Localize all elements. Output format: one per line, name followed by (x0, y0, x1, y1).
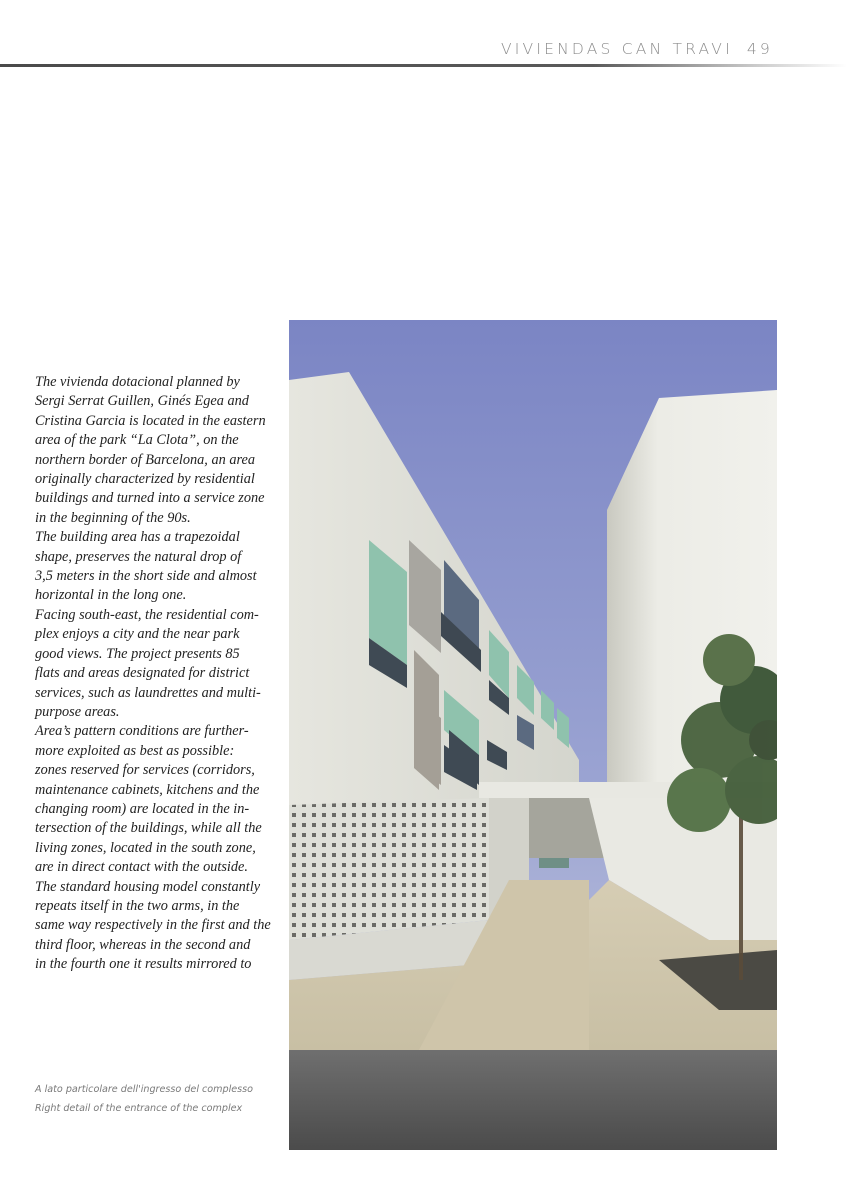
body-line: maintenance cabinets, kitchens and the (35, 781, 260, 798)
body-line: purpose areas. (35, 703, 120, 720)
body-line: good views. The project presents 85 (35, 645, 240, 662)
body-line: services, such as laundrettes and multi- (35, 684, 261, 701)
caption-italian: A lato particolare dell'ingresso del complesso (35, 1084, 254, 1095)
body-line: repeats itself in the two arms, in the (35, 897, 240, 914)
body-line: The standard housing model constantly (35, 878, 261, 895)
running-header (501, 40, 773, 58)
header-rule (0, 64, 847, 67)
building-photo (289, 320, 777, 1150)
running-header-title: VIVIENDAS CAN TRAVI (500, 40, 733, 58)
perforated-wall (289, 798, 489, 940)
body-line: are in direct contact with the outside. (35, 859, 248, 876)
road (289, 1050, 777, 1150)
photo-caption (35, 1080, 275, 1118)
body-line: zones reserved for services (corridors, (35, 762, 255, 779)
body-line: living zones, located in the south zone, (35, 839, 256, 856)
body-line: tersection of the buildings, while all the (35, 820, 262, 837)
body-line: The vivienda dotacional planned by (35, 374, 240, 390)
body-line: flats and areas designated for district (35, 665, 250, 682)
body-line: Sergi Serrat Guillen, Ginés Egea and (35, 393, 249, 410)
body-line: horizontal in the long one. (35, 587, 187, 604)
body-line: in the beginning of the 90s. (35, 509, 191, 526)
body-line: area of the park “La Clota”, on the (35, 432, 239, 449)
body-line: shape, preserves the natural drop of (35, 548, 242, 565)
caption-english: Right detail of the entrance of the complex (35, 1103, 243, 1114)
body-line: northern border of Barcelona, an area (35, 451, 255, 468)
body-line: Facing south-east, the residential com- (35, 606, 259, 623)
body-line: Cristina Garcia is located in the eastern (35, 412, 266, 429)
body-line: Area’s pattern conditions are further- (35, 723, 249, 740)
body-line: same way respectively in the first and the (35, 917, 271, 934)
body-line: third floor, whereas in the second and (35, 936, 251, 953)
page-number: 49 (746, 40, 773, 58)
body-text (35, 373, 281, 975)
body-line: in the fourth one it results mirrored to (35, 956, 252, 973)
body-line: more exploited as best as possible: (35, 742, 235, 759)
body-line: The building area has a trapezoidal (35, 529, 240, 546)
body-line: 3,5 meters in the short side and almost (35, 568, 257, 585)
body-line: changing room) are located in the in- (35, 800, 250, 817)
body-line: buildings and turned into a service zone (35, 490, 265, 507)
body-line: originally characterized by residential (35, 471, 255, 488)
body-line: plex enjoys a city and the near park (35, 626, 240, 643)
